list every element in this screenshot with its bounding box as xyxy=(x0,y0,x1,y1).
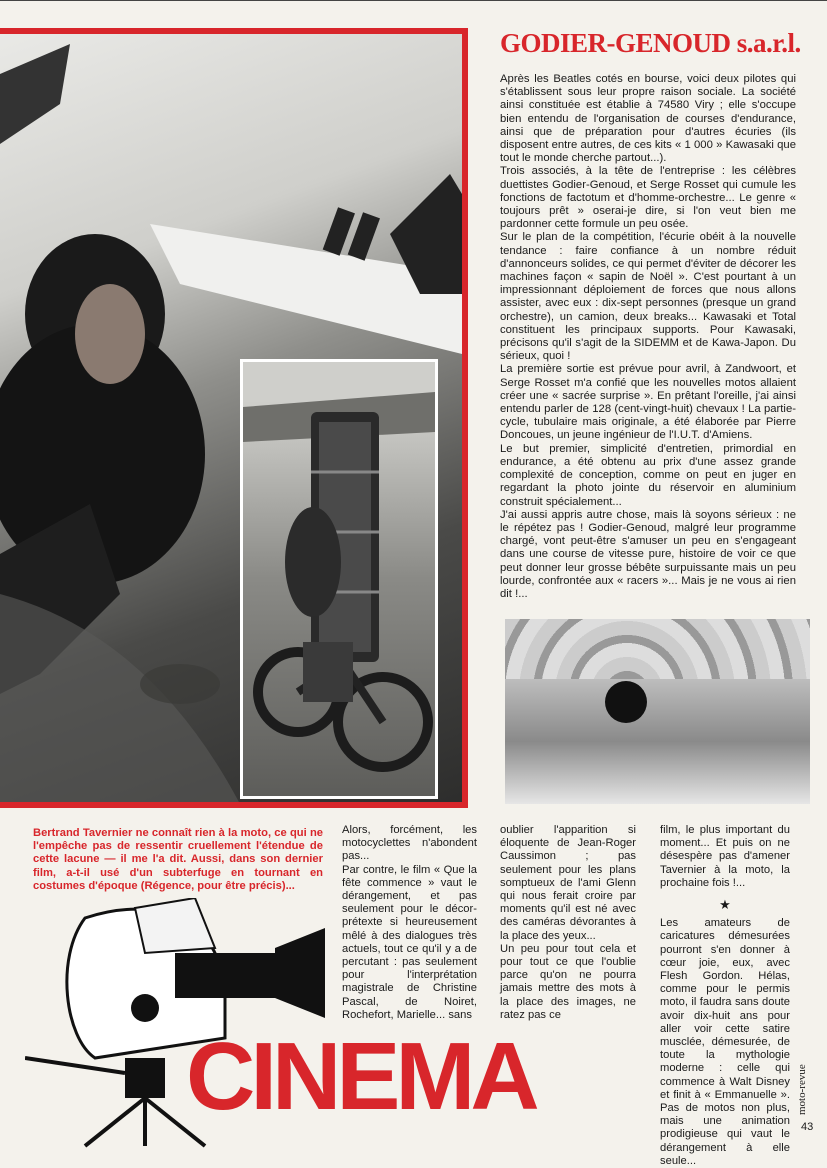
cinema-paragraph: Alors, forcément, les motocyclettes n'abondent pas... xyxy=(342,824,477,863)
top-rule xyxy=(0,0,827,1)
cinema-paragraph: Les amateurs de caricatures démesurées pourront s'en donner à cœur joie, eux, avec Flesh Gordon. Hélas, comme pour le permis moto, il faudra sans doute avoir dix-huit ans pour aller voir cette satire musclée, démesurée, de toute la mythologie moderne : celle qui commence à Walt Disney et finit à « Emmanuelle ». Pas de motos non plus, mais une animation prodigieuse qui vaut le dérangement à elle seule... xyxy=(660,917,790,1167)
cinema-paragraph: Un peu pour tout cela et pour tout ce que l'oublie parce qu'on ne pourra jamais mettre des mots à la place des images, ne ratez pas ce xyxy=(500,942,636,1021)
article-body xyxy=(500,73,796,601)
race-photo-frame xyxy=(0,28,468,808)
article-paragraph: Après les Beatles cotés en bourse, voici deux pilotes qui s'établissent sous leur propre raison sociale. La société ainsi constituée est établie à 74580 Viry ; elle s'occupe bien entendu de l'organisation de courses d'endurance, ainsi que de préparation pour d'autres écuries (ils disposent entre autres, de ces kits « 1 000 » Kawasaki que tout le monde cherche partout...). xyxy=(500,73,796,165)
star-separator: ★ xyxy=(719,897,731,913)
motorcycle-tank-illustration xyxy=(243,362,435,796)
cinema-paragraph: oublier l'apparition si éloquente de Jean-Roger Caussimon ; pas seulement pour les plans somptueux de l'ami Glenn qui nous ferait croire par moments qu'il est né avec des caméras dévorantes à la place des yeux... xyxy=(500,824,636,942)
aluminium-tank-photo xyxy=(505,619,810,804)
tank-photo xyxy=(240,359,438,799)
cinema-column-4 xyxy=(660,824,790,1168)
article-paragraph: J'ai aussi appris autre chose, mais là soyons sérieux : ne le répétez pas ! Godier-Genoud, malgré leur programme chargé, vont peut-être s'amuser un peu en s'engageant dans une course de vitesse pure, histoire de voir ce que peut donner leur grosse bébête surpuissante mais un peu lourde, confrontée aux « racers »... Mais je ne vous ai rien dit !... xyxy=(500,508,796,600)
tank-opening xyxy=(605,681,647,723)
cinema-paragraph: Par contre, le film « Que la fête commence » vaut le dérangement, et pas seulement pour le décor-prétexte si heureusement mêlé à des dialogues très actuels, tout ce qu'il y a de percutant : pas seulement pour l'interprétation magistrale de Christine Pascal, de Noiret, Rochefort, Marielle... sans xyxy=(342,863,477,1021)
article-paragraph: La première sortie est prévue pour avril, à Zandwoort, et Serge Rosset m'a confié que les nouvelles motos allaient créer une « sacrée surprise ». En prêtant l'oreille, j'ai ainsi entendu parler de 128 (cent-vingt-huit) chevaux ! La partie-cycle, tubulaire mais originale, a été élaborée par Pierre Doncoues, un jeune ingénieur de l'I.U.T. d'Amiens. xyxy=(500,363,796,442)
tank-shape xyxy=(505,679,810,804)
article-paragraph: Le but premier, simplicité d'entretien, primordial en endurance, a été obtenu au prix d'une assez grande complexité de conception, comme on peut en juger en regardant la photo jointe du réservoir en aluminium construit spécialement... xyxy=(500,442,796,508)
magazine-name: moto-revue xyxy=(796,1064,808,1115)
cinema-column-3 xyxy=(500,824,636,1022)
cinema-paragraph: film, le plus important du moment... Et puis on ne désespère pas d'amener Tavernier à la moto, la prochaine fois !... xyxy=(660,824,790,889)
cinema-intro-caption: Bertrand Tavernier ne connaît rien à la moto, ce qui ne l'empêche pas de ressentir cruellement l'étendue de cette lacune — il me l'a dit. Aussi, dans son dernier film, a-t-il usé d'un subterfuge en tournant en costumes d'époque (Régence, pour être précis)... xyxy=(33,827,323,892)
cinema-heading: CINEMA xyxy=(186,1023,535,1130)
article-paragraph: Trois associés, à la tête de l'entreprise : les célèbres duettistes Godier-Genoud, et Serge Rosset qui cumule les fonctions de factotum et d'homme-orchestre... Le genre « toujours prêt » oserai-je dire, si l'on veut bien me pardonner cette formule un peu osée. xyxy=(500,165,796,231)
article-title: GODIER-GENOUD s.a.r.l. xyxy=(500,28,801,58)
page-number: 43 xyxy=(801,1121,814,1133)
article-paragraph: Sur le plan de la compétition, l'écurie obéit à la nouvelle tendance : faire confiance à un nombre réduit d'annonceurs solides, ce qui permet d'éviter de décorer les machines façon « sapin de Noël ». C'est pourtant à un impressionnant déploiement de forces que nous allons assister, avec eux : dix-sept personnes (presque un grand orchestre), un camion, deux breaks... Kawasaki et Total constituent les principaux supports. Pour Kawasaki, précisons qu'il s'agit de la SIDEMM et de Kawa-Japon. Du sérieux, quoi ! xyxy=(500,231,796,363)
cinema-column-2 xyxy=(342,824,477,1022)
